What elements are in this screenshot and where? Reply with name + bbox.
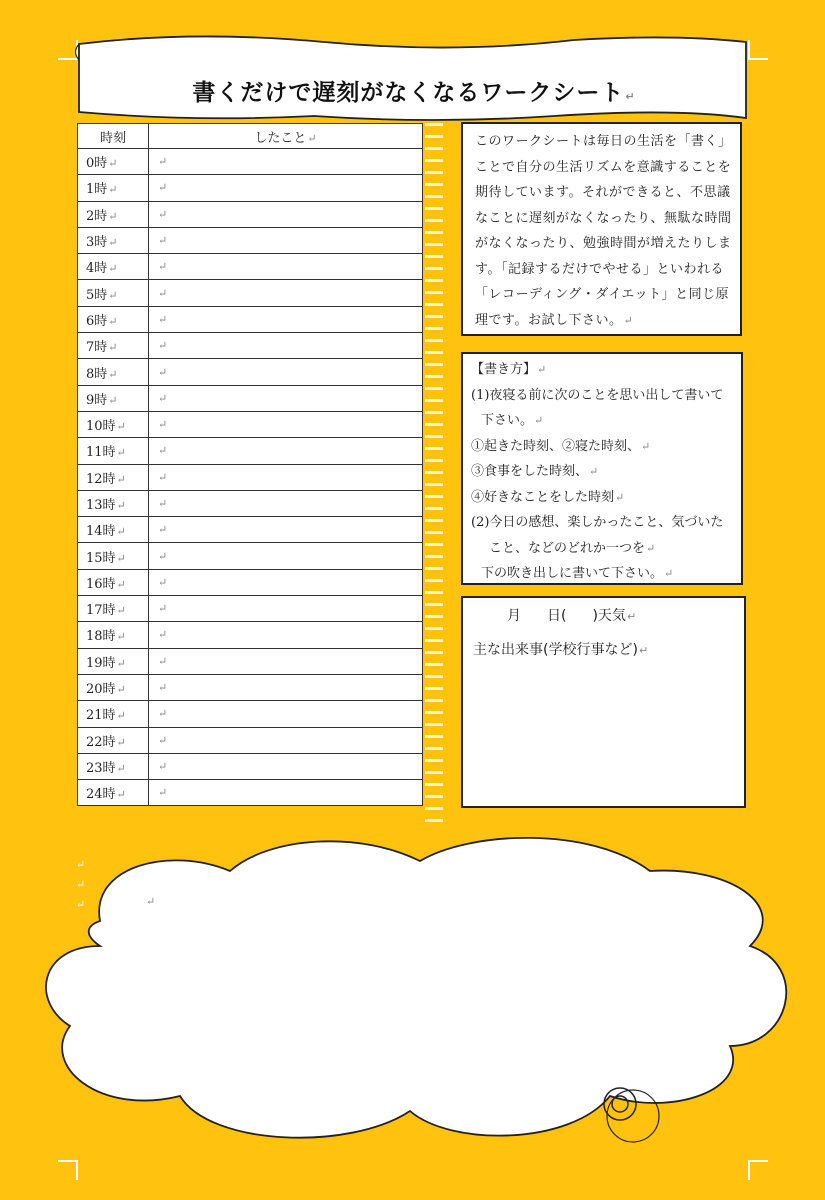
- table-row: [78, 227, 423, 253]
- hour-cell: 2時↵: [78, 201, 149, 227]
- hour-cell: 7時↵: [78, 333, 149, 359]
- hour-cell: 5時↵: [78, 280, 149, 306]
- day-label: 日(: [547, 608, 567, 624]
- hour-cell: 9時↵: [78, 385, 149, 411]
- activity-cell[interactable]: ↵: [149, 753, 423, 779]
- hour-cell: 23時↵: [78, 753, 149, 779]
- table-row: [78, 306, 423, 332]
- table-row: [78, 385, 423, 411]
- howto-item2: ③食事をした時刻、↵: [471, 464, 599, 479]
- activity-cell[interactable]: ↵: [149, 280, 423, 306]
- hour-cell: 8時↵: [78, 359, 149, 385]
- table-row: [78, 622, 423, 648]
- date-weather-line: 月 日( )天気↵: [507, 608, 637, 624]
- hour-cell: 21時↵: [78, 701, 149, 727]
- hour-cell: 13時↵: [78, 490, 149, 516]
- activity-cell[interactable]: ↵: [149, 674, 423, 700]
- hour-cell: 16時↵: [78, 569, 149, 595]
- crop-mark-bottom-right: [748, 1160, 768, 1180]
- activity-cell[interactable]: ↵: [149, 622, 423, 648]
- crop-mark-bottom-left: [58, 1160, 78, 1180]
- month-label: 月: [507, 608, 521, 624]
- left-return-marks: ↵ ↵ ↵: [76, 858, 86, 911]
- hour-cell: 10時↵: [78, 411, 149, 437]
- schedule-table: [77, 123, 423, 806]
- howto-heading: 【書き方】↵: [471, 362, 547, 377]
- table-row: [78, 648, 423, 674]
- table-row: [78, 727, 423, 753]
- hour-cell: 19時↵: [78, 648, 149, 674]
- activity-cell[interactable]: ↵: [149, 254, 423, 280]
- page-title: 書くだけで遅刻がなくなるワークシート↵: [192, 80, 636, 106]
- table-row: [78, 254, 423, 280]
- howto-step2-cont: こと、などのどれか一つを↵: [489, 540, 656, 556]
- activity-cell[interactable]: ↵: [149, 701, 423, 727]
- thought-cloud-speech-bubble: [30, 826, 790, 1156]
- header-time: 時刻: [78, 124, 149, 149]
- table-row: [78, 175, 423, 201]
- howto-step2-cont2: 下の吹き出しに書いて下さい。↵: [481, 566, 674, 581]
- table-row: [78, 438, 423, 464]
- cloud-return-mark: ↵: [146, 895, 156, 908]
- table-row: [78, 674, 423, 700]
- hour-cell: 4時↵: [78, 254, 149, 280]
- table-row: [78, 201, 423, 227]
- hour-cell: 12時↵: [78, 464, 149, 490]
- table-row: [78, 149, 423, 175]
- hour-cell: 18時↵: [78, 622, 149, 648]
- activity-cell[interactable]: ↵: [149, 306, 423, 332]
- events-label: 主な出来事(学校行事など)↵: [473, 641, 649, 658]
- activity-cell[interactable]: ↵: [149, 780, 423, 806]
- hour-cell: 1時↵: [78, 175, 149, 201]
- activity-cell[interactable]: ↵: [149, 543, 423, 569]
- activity-cell[interactable]: ↵: [149, 175, 423, 201]
- hour-cell: 17時↵: [78, 596, 149, 622]
- activity-cell[interactable]: ↵: [149, 333, 423, 359]
- activity-cell[interactable]: ↵: [149, 227, 423, 253]
- activity-cell[interactable]: ↵: [149, 464, 423, 490]
- activity-cell[interactable]: ↵: [149, 201, 423, 227]
- title-banner: [74, 22, 754, 122]
- weather-label: )天気: [592, 608, 626, 624]
- activity-cell[interactable]: ↵: [149, 149, 423, 175]
- intro-box: このワークシートは毎日の生活を「書く」ことで自分の生活リズムを意識することを期待しています。それができると、不思議なことに遅刻がなくなったり、無駄な時間がなくなったり、勉強時間が増えたりします。「記録するだけでやせる」といわれる「レコーディング・ダイエット」と同じ原理です。お試し下さい。↵: [461, 122, 742, 336]
- hour-cell: 0時↵: [78, 149, 149, 175]
- table-row: [78, 280, 423, 306]
- hour-cell: 15時↵: [78, 543, 149, 569]
- hour-cell: 11時↵: [78, 438, 149, 464]
- howto-step2: (2)今日の感想、楽しかったこと、気づいた: [471, 515, 724, 530]
- table-row: [78, 333, 423, 359]
- howto-box: [461, 352, 743, 585]
- howto-step1-cont: 下さい。↵: [481, 413, 544, 428]
- hour-cell: 24時↵: [78, 780, 149, 806]
- table-row: [78, 753, 423, 779]
- intro-text: このワークシートは毎日の生活を「書く」ことで自分の生活リズムを意識することを期待しています。それができると、不思議なことに遅刻がなくなったり、無駄な時間がなくなったり、勉強時間が増えたりします。「記録するだけでやせる」といわれる「レコーディング・ダイエット」と同じ原理です。お試し下さい。: [475, 134, 732, 328]
- table-row: [78, 517, 423, 543]
- activity-cell[interactable]: ↵: [149, 517, 423, 543]
- table-row: [78, 701, 423, 727]
- hour-cell: 6時↵: [78, 306, 149, 332]
- activity-cell[interactable]: ↵: [149, 727, 423, 753]
- activity-cell[interactable]: ↵: [149, 596, 423, 622]
- hour-cell: 20時↵: [78, 674, 149, 700]
- howto-step1: (1)夜寝る前に次のことを思い出して書いて: [471, 387, 724, 403]
- header-done: したこと↵: [149, 124, 423, 149]
- table-row: [78, 569, 423, 595]
- howto-item1: ①起きた時刻、②寝た時刻、↵: [471, 438, 651, 454]
- activity-cell[interactable]: ↵: [149, 648, 423, 674]
- table-row: [78, 543, 423, 569]
- activity-cell[interactable]: ↵: [149, 490, 423, 516]
- table-row: [78, 359, 423, 385]
- table-row: [78, 411, 423, 437]
- hour-cell: 3時↵: [78, 227, 149, 253]
- table-row: [78, 490, 423, 516]
- table-side-decoration: [425, 123, 443, 828]
- hour-cell: 22時↵: [78, 727, 149, 753]
- activity-cell[interactable]: ↵: [149, 569, 423, 595]
- hour-cell: 14時↵: [78, 517, 149, 543]
- howto-item3: ④好きなことをした時刻↵: [471, 489, 625, 505]
- table-header-row: [78, 124, 423, 149]
- banner-ribbon-shape: [74, 22, 754, 122]
- table-row: [78, 464, 423, 490]
- table-row: [78, 596, 423, 622]
- table-row: [78, 780, 423, 806]
- activity-cell[interactable]: ↵: [149, 359, 423, 385]
- activity-cell[interactable]: ↵: [149, 411, 423, 437]
- activity-cell[interactable]: ↵: [149, 438, 423, 464]
- activity-cell[interactable]: ↵: [149, 385, 423, 411]
- diary-box: [461, 596, 746, 808]
